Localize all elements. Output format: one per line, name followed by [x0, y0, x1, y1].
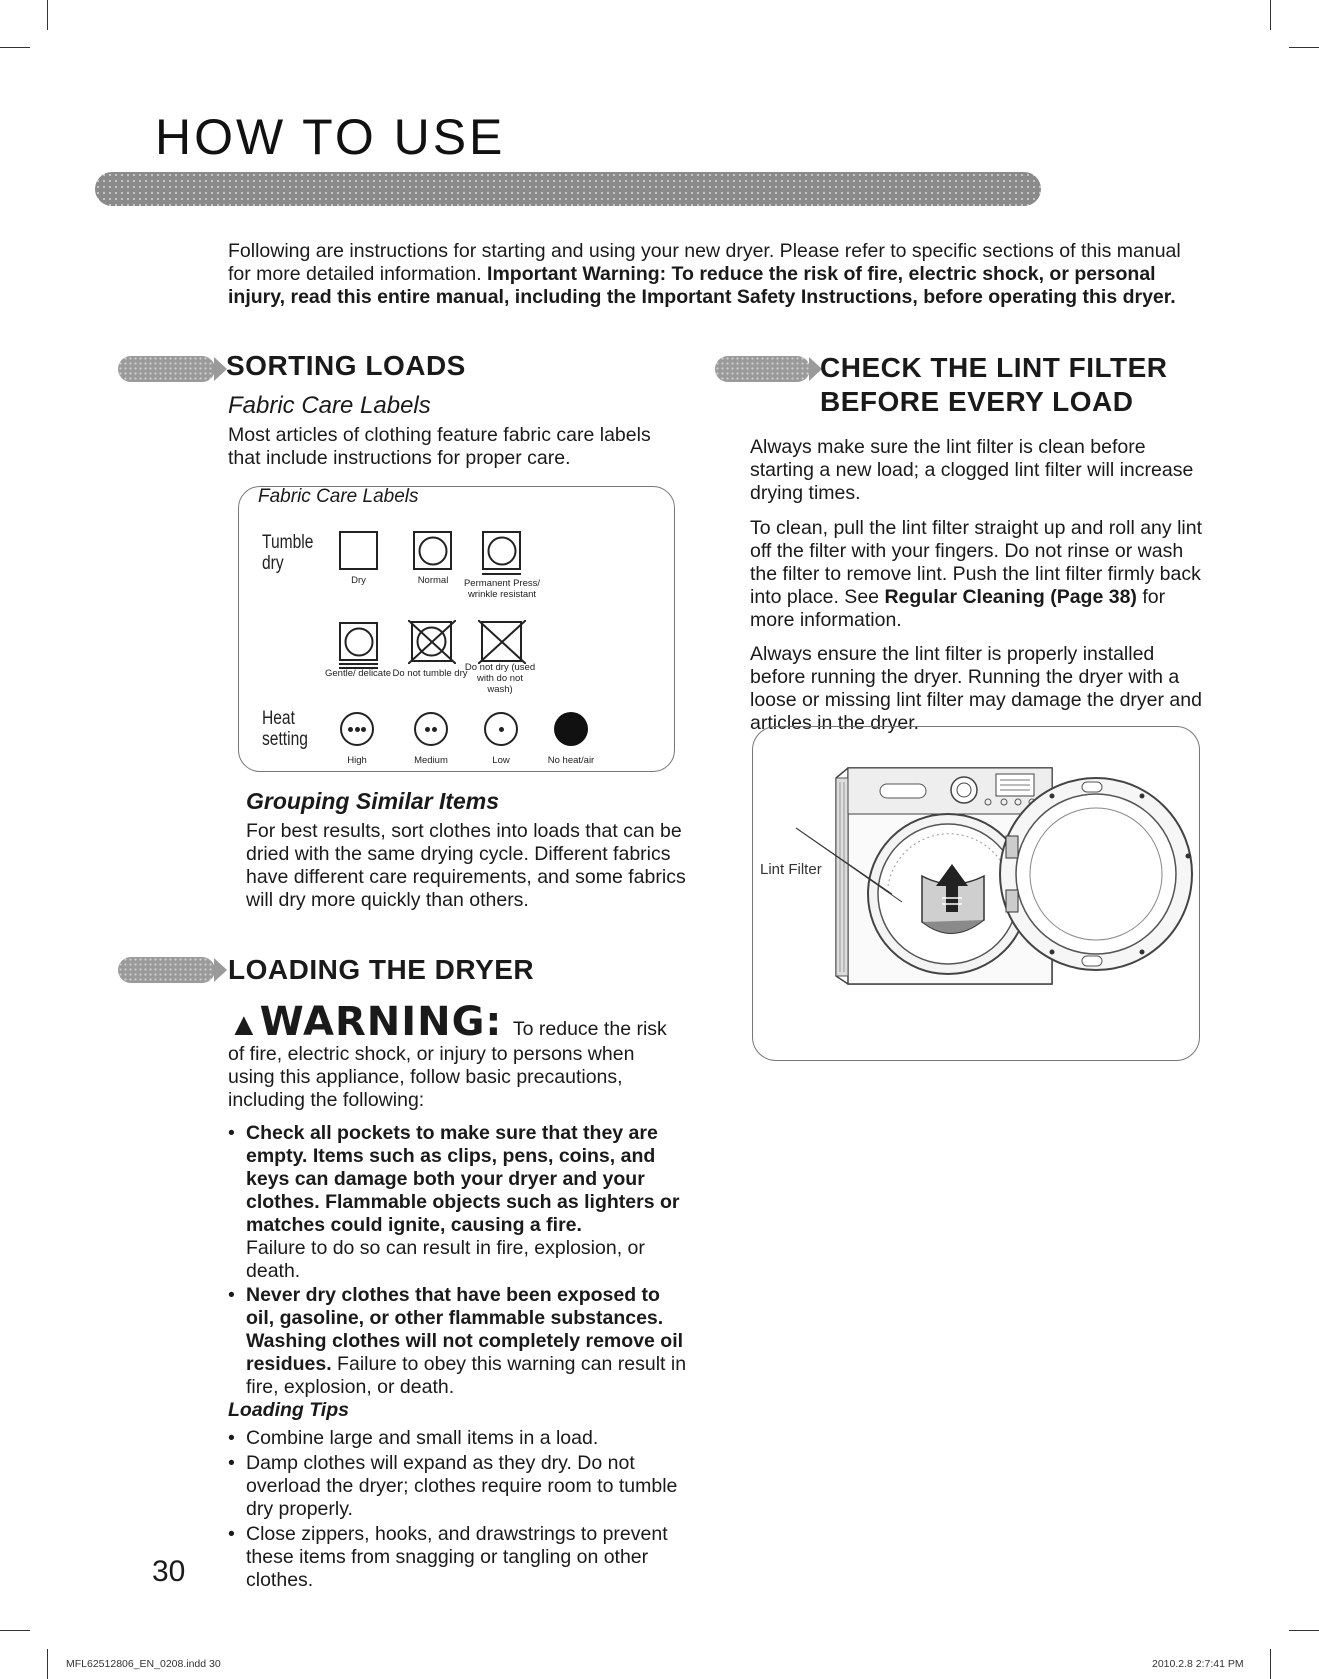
lint-p2-bold: Regular Cleaning (Page 38) — [884, 586, 1137, 608]
sorting-heading: SORTING LOADS — [226, 350, 466, 381]
heat-setting-label: Heat setting — [262, 708, 308, 750]
heat-low-icon — [484, 712, 518, 746]
heat-no-heat-icon — [554, 712, 588, 746]
caption-permanent-press: Permanent Press/ wrinkle resistant — [463, 578, 541, 600]
heat-medium-icon — [414, 712, 448, 746]
crop-mark — [47, 1649, 48, 1679]
tumble-dry-label: Tumble dry — [262, 532, 314, 574]
caption-do-not-tumble-dry: Do not tumble dry — [392, 668, 468, 679]
loading-tips-heading: Loading Tips — [228, 1399, 349, 1421]
tumble-dry-icon — [339, 531, 378, 570]
crop-mark — [0, 47, 30, 48]
grouping-text: For best results, sort clothes into loads that can be dried with the same drying cycle. Different fabrics have different care requirements, and some fabrics will dry more quickly than others. — [246, 820, 686, 911]
section-marker — [118, 356, 215, 382]
list-item: • Damp clothes will expand as they dry. Do not overload the dryer; clothes require room to tumble dry properly. — [228, 1452, 678, 1521]
lint-p2-tail: for more information. — [750, 586, 1166, 631]
section-marker — [715, 356, 810, 382]
caption-gentle: Gentle/ delicate — [325, 668, 392, 679]
crop-mark — [1270, 0, 1271, 30]
dryer-illustration — [752, 726, 1200, 1061]
title-bar — [95, 172, 1041, 206]
page-number: 30 — [152, 1555, 186, 1588]
crop-mark — [1289, 1630, 1319, 1631]
crop-mark — [0, 1630, 30, 1631]
lint-filter-label: Lint Filter — [760, 861, 822, 878]
heat-high-icon — [340, 712, 374, 746]
caption-normal: Normal — [417, 575, 449, 586]
bullet-text: Failure to obey this warning can result in fire, explosion, or death. — [246, 1353, 687, 1398]
fabric-care-subheading: Fabric Care Labels — [228, 392, 431, 419]
fabric-care-box-title: Fabric Care Labels — [258, 486, 419, 507]
crop-mark — [1289, 47, 1319, 48]
caption-dry: Dry — [351, 575, 366, 586]
warning-word: WARNING: — [259, 999, 503, 1045]
tumble-normal-icon — [413, 531, 452, 570]
tumble-permanent-press-icon — [482, 531, 521, 570]
caption-no-heat: No heat/air — [547, 755, 595, 766]
warning-bullets — [228, 1122, 688, 1399]
bullet-bold: Never dry clothes that have been exposed to oil, gasoline, or other flammable substances. Washing clothes will not completely remove oil residues. — [246, 1284, 684, 1375]
warning-lead: To reduce the risk — [512, 1018, 667, 1040]
footer-file: MFL62512806_EN_0208.indd 30 — [66, 1658, 221, 1670]
warning-text: of fire, electric shock, or injury to persons when using this appliance, follow basic precautions, including the following: — [228, 1043, 635, 1111]
lint-paragraph-3: Always ensure the lint filter is properly installed before running the dryer. Running the dryer with a loose or missing lint filter may damage the dryer and articles in the dryer. — [750, 643, 1202, 734]
section-marker — [118, 957, 215, 983]
sorting-text: Most articles of clothing feature fabric care labels that include instructions for proper care. — [228, 424, 651, 469]
footer-timestamp: 2010.2.8 2:7:41 PM — [1152, 1658, 1244, 1670]
warning-icon: ▲ — [228, 1006, 260, 1042]
bullet-bold: Check all pockets to make sure that they are empty. Items such as clips, pens, coins, and keys can damage both your dryer and your clothes. Flammable objects such as lighters or matches could ignite, causing a fire. — [246, 1122, 680, 1236]
tumble-gentle-icon — [339, 622, 378, 661]
underline — [339, 663, 378, 665]
lint-heading-line1: CHECK THE LINT FILTER — [820, 352, 1168, 383]
crop-mark — [1270, 1649, 1271, 1679]
caption-medium: Medium — [414, 755, 448, 766]
caption-high: High — [347, 755, 367, 766]
intro-paragraph — [228, 240, 1208, 309]
loading-tips — [228, 1427, 678, 1592]
bullet-text: Failure to do so can result in fire, explosion, or death. — [246, 1237, 645, 1282]
list-item: • Close zippers, hooks, and drawstrings to prevent these items from snagging or tangling on other clothes. — [228, 1523, 678, 1592]
lint-heading-line2: BEFORE EVERY LOAD — [820, 386, 1134, 417]
loading-heading: LOADING THE DRYER — [228, 954, 535, 985]
underline — [482, 573, 521, 575]
grouping-heading: Grouping Similar Items — [246, 788, 500, 814]
list-item — [228, 1122, 688, 1283]
list-item — [228, 1284, 688, 1399]
do-not-dry-icon — [478, 620, 526, 664]
lint-p2-text: To clean, pull the lint filter straight up and roll any lint off the filter with your fingers. Do not rinse or wash the filter to remove lint. Push the lint filter firmly back into place. See — [750, 517, 1202, 608]
intro-text: Following are instructions for starting and using your new dryer. Please refer to specific sections of this manual for more detailed information. — [228, 240, 1181, 285]
page-title: HOW TO USE — [155, 109, 506, 165]
do-not-tumble-dry-icon — [408, 620, 456, 664]
caption-low: Low — [492, 755, 510, 766]
list-item: • Combine large and small items in a load. — [228, 1427, 678, 1450]
intro-warning: Important Warning: To reduce the risk of fire, electric shock, or personal injury, read this entire manual, including the Important Safety Instructions, before operating this dryer. — [228, 263, 1176, 308]
lint-paragraph-1: Always make sure the lint filter is clean before starting a new load; a clogged lint filter will increase drying times. — [750, 436, 1194, 504]
lint-paragraph-2 — [750, 517, 1210, 632]
caption-do-not-dry: Do not dry (used with do not wash) — [464, 662, 536, 695]
crop-mark — [47, 0, 48, 30]
